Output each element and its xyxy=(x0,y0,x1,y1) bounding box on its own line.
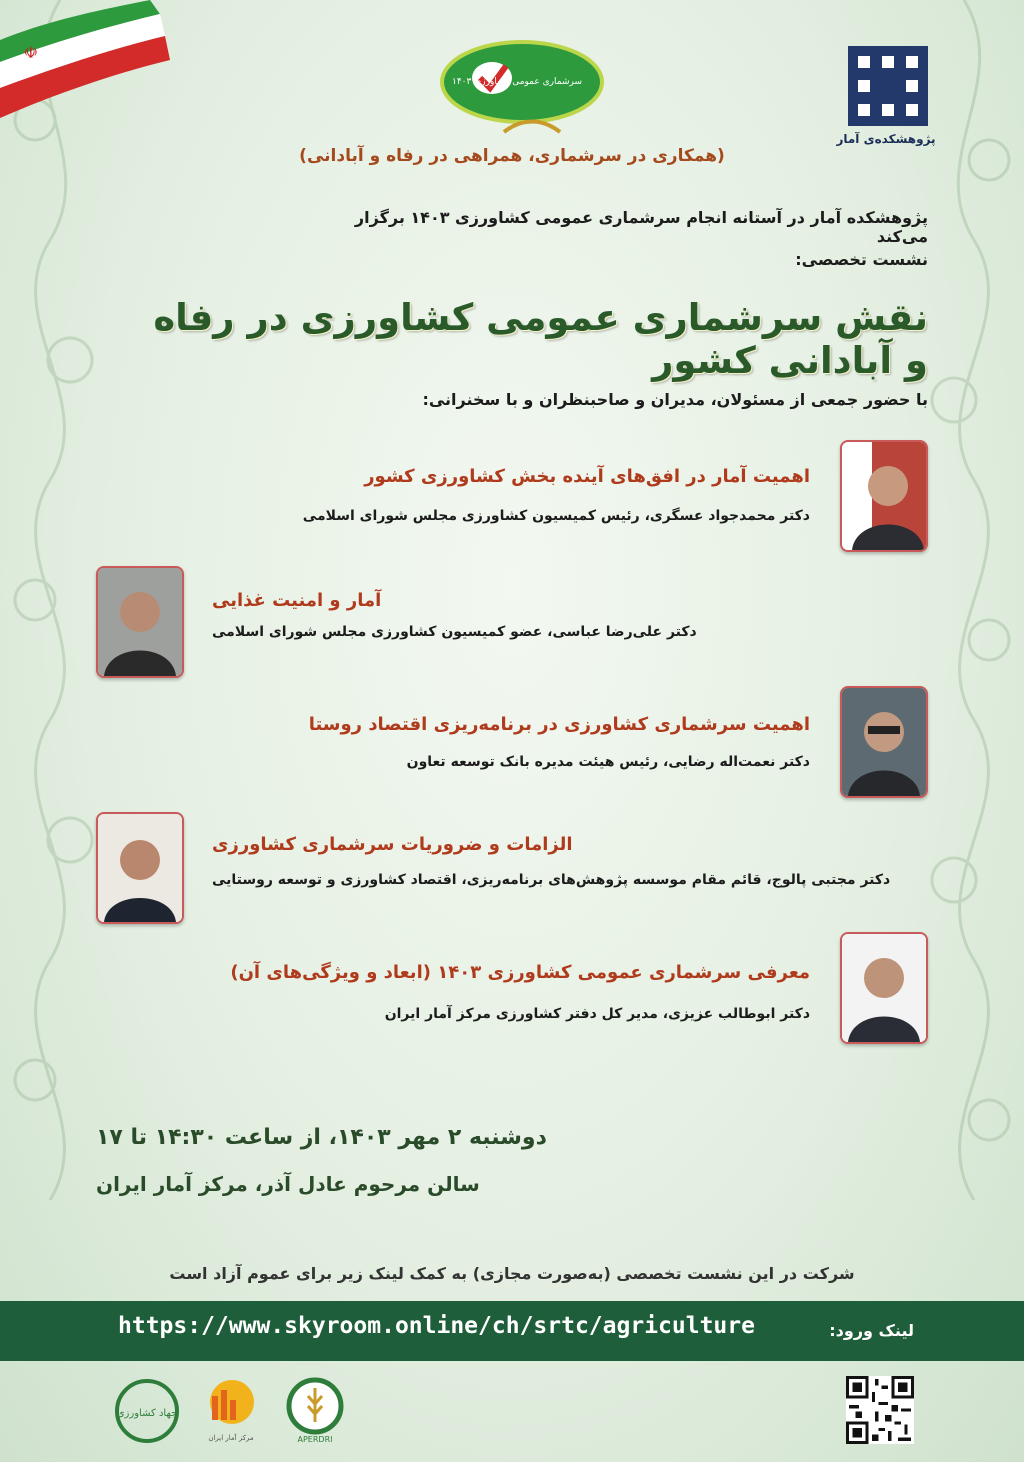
iran-flag-icon xyxy=(0,0,170,130)
sci-logo-text: مرکز آمار ایران xyxy=(208,1434,254,1442)
speaker-desc-2: دکتر علی‌رضا عباسی، عضو کمیسیون کشاورزی مجلس شورای اسلامی xyxy=(212,624,697,640)
slogan: (همکاری در سرشماری، همراهی در رفاه و آبادانی) xyxy=(299,146,725,166)
participation-note: شرکت در این نشست تخصصی (به‌صورت مجازی) به کمک لینک زیر برای عموم آزاد است xyxy=(169,1264,855,1283)
speaker-photo-5 xyxy=(840,932,928,1044)
statistical-centre-logo xyxy=(196,1376,266,1446)
organizer-line: پژوهشکده آمار در آستانه انجام سرشماری عمومی کشاورزی ۱۴۰۳ برگزار می‌کند xyxy=(354,208,928,246)
aperdri-logo-text: APERDRI xyxy=(297,1435,333,1444)
skyroom-link[interactable]: https://www.skyroom.online/ch/srtc/agriculture xyxy=(118,1313,755,1339)
talk-title-2: آمار و امنیت غذایی xyxy=(212,590,382,611)
talk-title-1: اهمیت آمار در افق‌های آینده بخش کشاورزی کشور xyxy=(364,466,810,487)
left-floral-ornament xyxy=(0,0,110,1300)
session-label: نشست تخصصی: xyxy=(795,250,928,269)
speaker-photo-3 xyxy=(840,686,928,798)
institute-logo xyxy=(848,46,928,126)
qr-code-icon[interactable] xyxy=(846,1376,914,1444)
event-date: دوشنبه ۲ مهر ۱۴۰۳، از ساعت ۱۴:۳۰ تا ۱۷ xyxy=(96,1125,547,1150)
census-logo-text: سرشماری عمومی کشاورزی ۱۴۰۳ xyxy=(452,77,582,87)
aperdri-logo xyxy=(280,1376,350,1446)
svg-text:☫: ☫ xyxy=(23,43,38,62)
institute-name: پژوهشکده‌ی آمار xyxy=(836,132,936,146)
speaker-desc-1: دکتر محمدجواد عسگری، رئیس کمیسیون کشاورزی مجلس شورای اسلامی xyxy=(302,508,810,524)
link-bar xyxy=(0,1301,1024,1361)
talk-title-3: اهمیت سرشماری کشاورزی در برنامه‌ریزی اقتصاد روستا xyxy=(308,714,810,735)
census-logo xyxy=(432,34,612,144)
presence-line: با حضور جمعی از مسئولان، مدیران و صاحبنظران و با سخنرانی: xyxy=(422,390,928,409)
speaker-photo-4 xyxy=(96,812,184,924)
jahad-keshavarzi-logo xyxy=(112,1376,182,1446)
speaker-desc-3: دکتر نعمت‌اله رضایی، رئیس هیئت مدیره بانک توسعه تعاون xyxy=(406,754,810,770)
event-venue: سالن مرحوم عادل آذر، مرکز آمار ایران xyxy=(96,1172,480,1196)
link-label: لینک ورود: xyxy=(829,1321,914,1340)
right-floral-ornament xyxy=(914,0,1024,1300)
jahad-logo-text: جهاد کشاورزی xyxy=(116,1408,178,1419)
speaker-desc-5: دکتر ابوطالب عزیزی، مدیر کل دفتر کشاورزی مرکز آمار ایران xyxy=(384,1006,810,1022)
talk-title-4: الزامات و ضروریات سرشماری کشاورزی xyxy=(212,834,573,855)
main-title: نقش سرشماری عمومی کشاورزی در رفاه و آبادانی کشور xyxy=(153,296,928,382)
speaker-photo-1 xyxy=(840,440,928,552)
talk-title-5: معرفی سرشماری عمومی کشاورزی ۱۴۰۳ (ابعاد و ویژگی‌های آن) xyxy=(230,962,810,983)
speaker-photo-2 xyxy=(96,566,184,678)
speaker-desc-4: دکتر مجتبی پالوج، قائم مقام موسسه پژوهش‌های برنامه‌ریزی، اقتصاد کشاورزی و توسعه روستایی xyxy=(212,872,891,888)
